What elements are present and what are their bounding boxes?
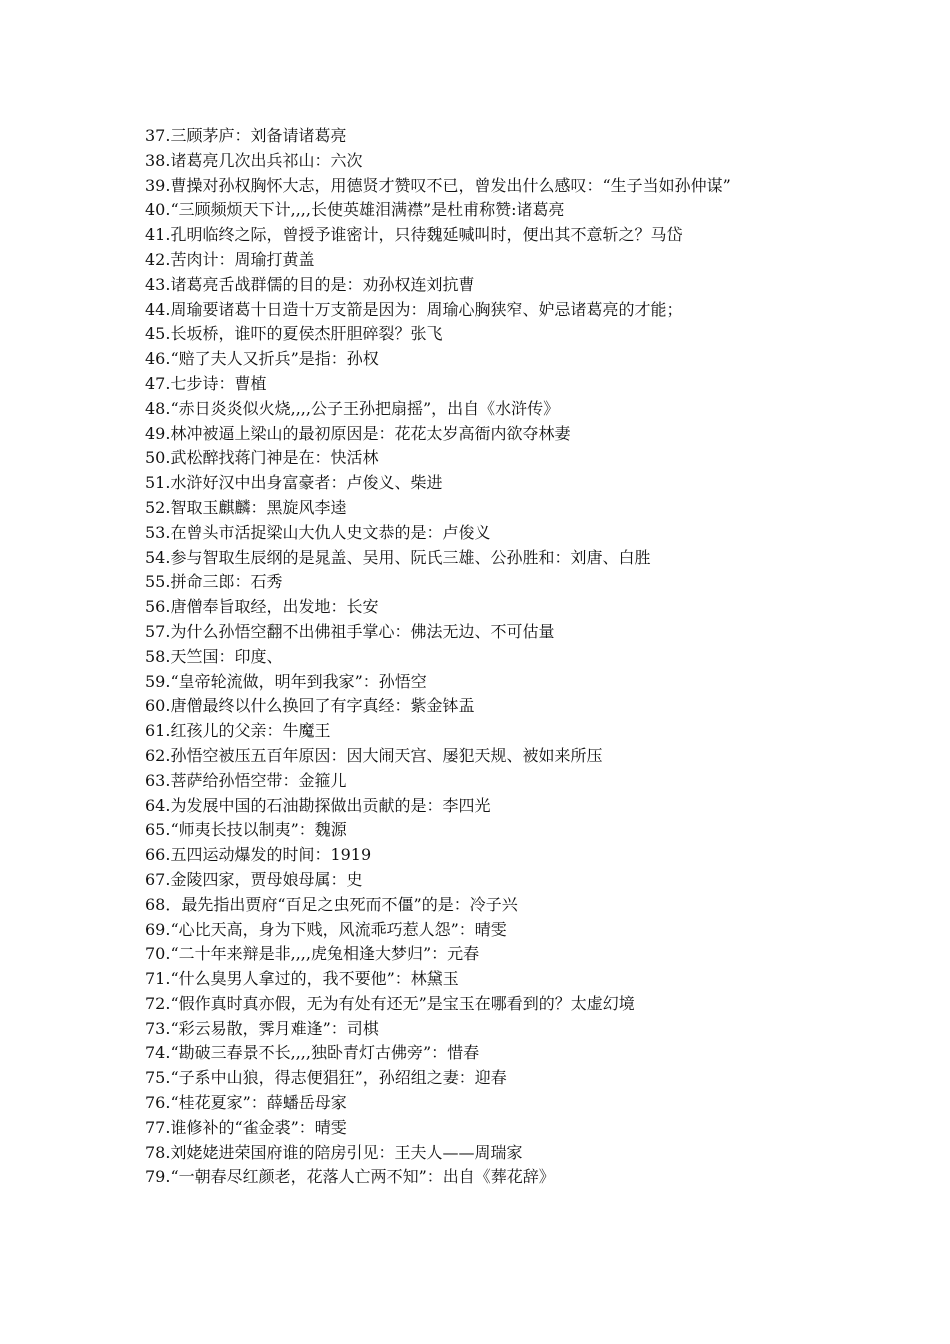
list-item: 72.“假作真时真亦假，无为有处有还无”是宝玉在哪看到的？太虚幻境 (145, 993, 635, 1013)
list-item: 78.刘姥姥进荣国府谁的陪房引见：王夫人——周瑞家 (145, 1142, 523, 1162)
list-item: 62.孙悟空被压五百年原因：因大闹天宫、屡犯天规、被如来所压 (145, 745, 603, 765)
list-item: 68．最先指出贾府“百足之虫死而不僵”的是：冷子兴 (145, 894, 518, 914)
list-item: 52.智取玉麒麟：黑旋风李逵 (145, 497, 347, 517)
list-item: 41.孔明临终之际，曾授予谁密计，只待魏延喊叫时，便出其不意斩之？马岱 (145, 225, 683, 245)
list-item: 49.林冲被逼上梁山的最初原因是：花花太岁高衙内欲夺林妻 (145, 423, 571, 443)
qa-list (145, 124, 825, 1190)
list-item: 63.菩萨给孙悟空带：金箍儿 (145, 770, 347, 790)
list-item: 45.长坂桥，谁吓的夏侯杰肝胆碎裂？张飞 (145, 324, 443, 344)
list-item: 51.水浒好汉中出身富豪者：卢俊义、柴进 (145, 473, 443, 493)
list-item: 69.“心比天高，身为下贱，风流乖巧惹人怨”：晴雯 (145, 919, 507, 939)
list-item: 71.“什么臭男人拿过的，我不要他”：林黛玉 (145, 969, 459, 989)
list-item: 74.“勘破三春景不长,,,,独卧青灯古佛旁”：惜春 (145, 1043, 480, 1063)
list-item: 64.为发展中国的石油勘探做出贡献的是：李四光 (145, 795, 491, 815)
list-item: 59.“皇帝轮流做，明年到我家”：孙悟空 (145, 671, 427, 691)
list-item: 79.“一朝春尽红颜老，花落人亡两不知”：出自《葬花辞》 (145, 1167, 555, 1187)
list-item: 67.金陵四家，贾母娘母属：史 (145, 869, 363, 889)
list-item: 40.“三顾频烦天下计,,,,长使英雄泪满襟”是杜甫称赞:诸葛亮 (145, 200, 565, 220)
list-item: 55.拼命三郎：石秀 (145, 572, 283, 592)
list-item: 37.三顾茅庐：刘备请诸葛亮 (145, 126, 347, 145)
list-item: 61.红孩儿的父亲：牛魔王 (145, 721, 331, 741)
list-item: 70.“二十年来辩是非,,,,虎兔相逢大梦归”：元春 (145, 944, 480, 964)
list-item: 58.天竺国：印度、 (145, 646, 283, 666)
list-item: 73.“彩云易散，霁月难逢”：司棋 (145, 1018, 379, 1038)
list-item: 57.为什么孙悟空翻不出佛祖手掌心：佛法无边、不可估量 (145, 621, 555, 641)
list-item: 53.在曾头市活捉梁山大仇人史文恭的是：卢俊义 (145, 522, 491, 542)
list-item: 43.诸葛亮舌战群儒的目的是：劝孙权连刘抗曹 (145, 274, 475, 294)
list-item: 66.五四运动爆发的时间：1919 (145, 845, 372, 865)
list-item: 56.唐僧奉旨取经，出发地：长安 (145, 597, 379, 617)
list-item: 77.谁修补的“雀金裘”：晴雯 (145, 1117, 347, 1137)
list-item: 42.苦肉计：周瑜打黄盖 (145, 249, 315, 269)
list-item: 44.周瑜要诸葛十日造十万支箭是因为：周瑜心胸狭窄、妒忌诸葛亮的才能； (145, 299, 683, 319)
list-item: 60.唐僧最终以什么换回了有字真经：紫金钵盂 (145, 696, 475, 716)
list-item: 47.七步诗：曹植 (145, 373, 267, 393)
list-item: 65.“师夷长技以制夷”：魏源 (145, 820, 347, 840)
list-item: 75.“子系中山狼，得志便猖狂”，孙绍组之妻：迎春 (145, 1068, 507, 1088)
list-item: 48.“赤日炎炎似火烧,,,,公子王孙把扇摇”，出自《水浒传》 (145, 398, 560, 418)
list-item: 76.“桂花夏家”：薛蟠岳母家 (145, 1093, 347, 1113)
list-item: 50.武松醉找蒋门神是在：快活林 (145, 448, 379, 468)
list-item: 39.曹操对孙权胸怀大志，用德贤才赞叹不已，曾发出什么感叹：“生子当如孙仲谋” (145, 175, 731, 195)
list-item: 38.诸葛亮几次出兵祁山：六次 (145, 150, 363, 170)
list-item: 46.“赔了夫人又折兵”是指：孙权 (145, 349, 379, 369)
list-item: 54.参与智取生辰纲的是晁盖、吴用、阮氏三雄、公孙胜和：刘唐、白胜 (145, 547, 651, 567)
